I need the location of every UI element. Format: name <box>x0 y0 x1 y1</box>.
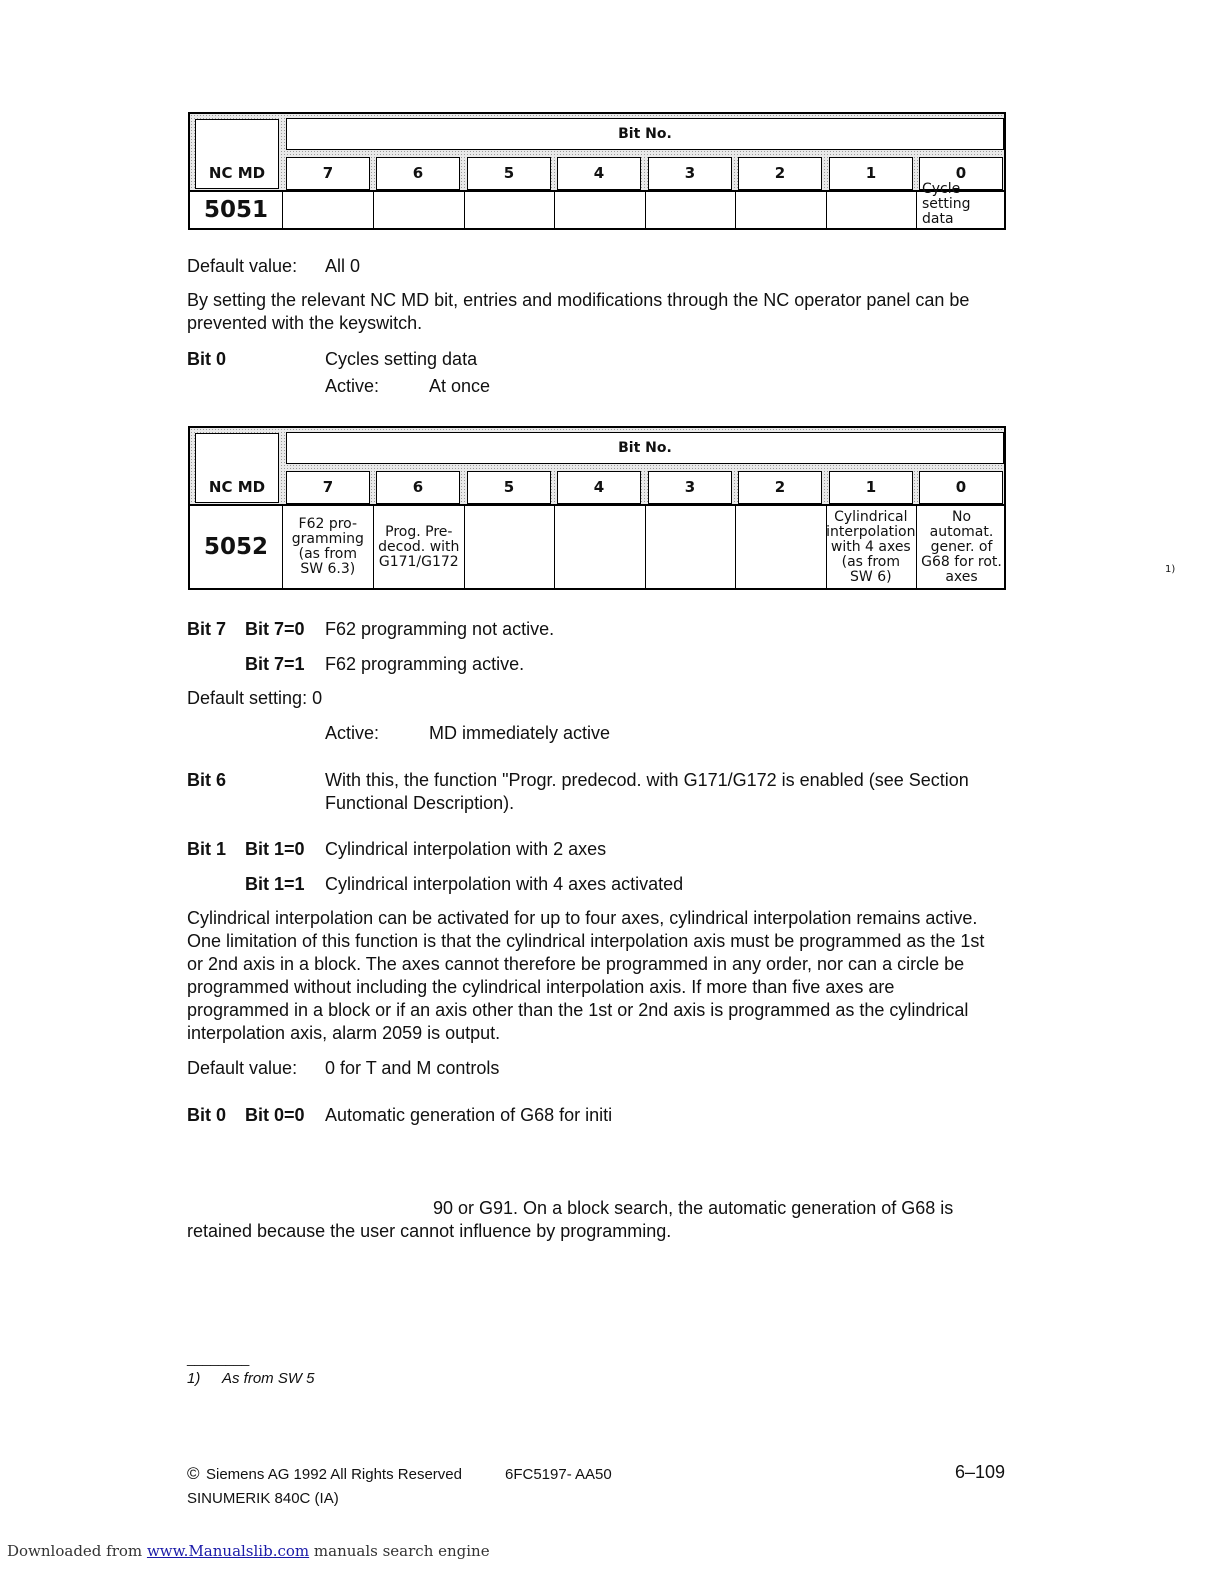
ncmd-header-cell <box>195 433 279 503</box>
bit-0-header: 0 <box>919 157 1003 190</box>
intro-paragraph: By setting the relevant NC MD bit, entries and modifications through the NC operator panel can be prevented with the keyswitch. <box>187 290 970 333</box>
bit-0-0-text: Automatic generation of G68 for initi <box>325 1105 613 1125</box>
product-name: SINUMERIK 840C (IA) <box>187 1490 339 1507</box>
ncmd-label: NC MD <box>208 164 266 182</box>
bit-1-desc <box>826 192 917 228</box>
active-value: MD immediately active <box>429 723 611 743</box>
bit-0-text: Cycles setting data <box>325 349 478 369</box>
active-label: Active: <box>325 376 380 396</box>
bit-6-label: Bit 6 <box>187 770 227 790</box>
footnote-text: As from SW 5 <box>222 1370 315 1387</box>
bit-7-label: Bit 7 <box>187 619 227 639</box>
bit-no-header: Bit No. <box>286 432 1004 464</box>
footnote-ref: 1) <box>1165 564 1176 575</box>
active-label: Active: <box>325 723 380 743</box>
order-number: 6FC5197- AA50 <box>505 1466 612 1483</box>
fragment-line-2: retained because the user cannot influence by programming. <box>187 1221 672 1241</box>
manualslib-link[interactable]: www.Manualslib.com <box>146 1542 310 1560</box>
bit-5-header: 5 <box>467 157 551 190</box>
download-prefix: Downloaded from <box>7 1542 143 1560</box>
ncmd-label: NC MD <box>208 478 266 496</box>
bit-3-header: 3 <box>648 471 732 504</box>
md-number: 5051 <box>190 192 283 228</box>
active-value: At once <box>429 376 491 396</box>
bit-6-desc: Prog. Pre- decod. with G171/G172 <box>374 506 465 588</box>
bit-3-header: 3 <box>648 157 732 190</box>
page-number: 6–109 <box>955 1462 1006 1482</box>
bit-1-header: 1 <box>829 471 913 504</box>
bit-4-header: 4 <box>557 157 641 190</box>
fragment-line: 90 or G91. On a block search, the automatic generation of G68 is <box>433 1198 954 1218</box>
bit-7-1-label: Bit 7=1 <box>245 654 305 674</box>
bit-1-0-label: Bit 1=0 <box>245 839 305 859</box>
bit-7-header: 7 <box>286 471 370 504</box>
table-header <box>188 112 1006 192</box>
bit-0-desc: No automat. gener. of G68 for rot. axes <box>921 508 1002 585</box>
bit-6-desc <box>374 192 465 228</box>
bit-0-desc: setting data <box>922 196 971 227</box>
bit-6-header: 6 <box>376 471 460 504</box>
download-notice <box>7 1542 490 1560</box>
bit-6-text: With this, the function "Progr. predecod. with G171/G172 is enabled (see Section Functional Description). <box>325 770 969 813</box>
bit-0-header: 0 <box>919 471 1003 504</box>
bit-7-0-text: F62 programming not active. <box>325 619 555 639</box>
bit-3-desc <box>645 506 736 588</box>
md-table-5052 <box>188 426 1176 590</box>
bit-4-header: 4 <box>557 471 641 504</box>
md-number: 5052 <box>190 506 283 588</box>
bit-5-desc <box>464 192 555 228</box>
default-value: 0 for T and M controls <box>325 1058 500 1078</box>
default-value-label: Default value: <box>187 1058 298 1078</box>
bit-7-1-text: F62 programming active. <box>325 654 525 674</box>
ncmd-header-cell <box>195 119 279 189</box>
bit-7-desc <box>283 192 374 228</box>
table-row <box>188 192 1006 230</box>
bit-0-desc-cell <box>917 506 1006 588</box>
bit-0-0-label: Bit 0=0 <box>245 1105 305 1125</box>
bit-0-label: Bit 0 <box>187 1105 227 1125</box>
bit-2-desc <box>736 506 827 588</box>
bit-2-header: 2 <box>738 471 822 504</box>
bit-5-header: 5 <box>467 471 551 504</box>
bit-7-0-label: Bit 7=0 <box>245 619 305 639</box>
bit-7-desc: F62 pro- gramming (as from SW 6.3) <box>283 506 374 588</box>
bit-3-desc <box>645 192 736 228</box>
copyright-text: Siemens AG 1992 All Rights Reserved <box>206 1466 462 1483</box>
footnote-mark: 1) <box>187 1370 201 1387</box>
bit-no-header: Bit No. <box>286 118 1004 150</box>
bit-4-desc <box>555 192 646 228</box>
table-header <box>188 426 1006 506</box>
bit-0-label: Bit 0 <box>187 349 227 369</box>
bit-4-desc <box>555 506 646 588</box>
default-value-label: Default value: <box>187 256 298 276</box>
default-value: All 0 <box>325 256 361 276</box>
bit-5-desc <box>464 506 555 588</box>
bit-1-1-text: Cylindrical interpolation with 4 axes activated <box>325 874 684 894</box>
bit-1-desc: Cylindrical interpolation with 4 axes (as from SW 6) <box>826 506 917 588</box>
copyright-symbol: © <box>187 1464 200 1483</box>
bit-1-label: Bit 1 <box>187 839 227 859</box>
download-suffix: manuals search engine <box>313 1542 490 1560</box>
table-row <box>188 506 1176 590</box>
footnote-rule: ________ <box>187 1350 250 1366</box>
md-table-5051 <box>188 112 1006 230</box>
default-setting: Default setting: 0 <box>187 688 323 708</box>
bit-1-1-label: Bit 1=1 <box>245 874 305 894</box>
bit-1-header: 1 <box>829 157 913 190</box>
cylindrical-paragraph: Cylindrical interpolation can be activated for up to four axes, cylindrical interpolation remains active. One limitation of this function is that the cylindrical interpolation axis must be programmed as the 1st or 2nd axis in a block. The axes cannot therefore be programmed in any order, nor can a circle be programmed without including the cylindrical interpolation axis. If more than five axes are programmed in a block or if an axis other than the 1st or 2nd axis is programmed as the cylindrical interpolation axis, alarm 2059 is output. <box>187 908 985 1043</box>
bit-7-header: 7 <box>286 157 370 190</box>
bit-6-header: 6 <box>376 157 460 190</box>
bit-2-desc <box>736 192 827 228</box>
bit-2-header: 2 <box>738 157 822 190</box>
bit-1-0-text: Cylindrical interpolation with 2 axes <box>325 839 607 859</box>
